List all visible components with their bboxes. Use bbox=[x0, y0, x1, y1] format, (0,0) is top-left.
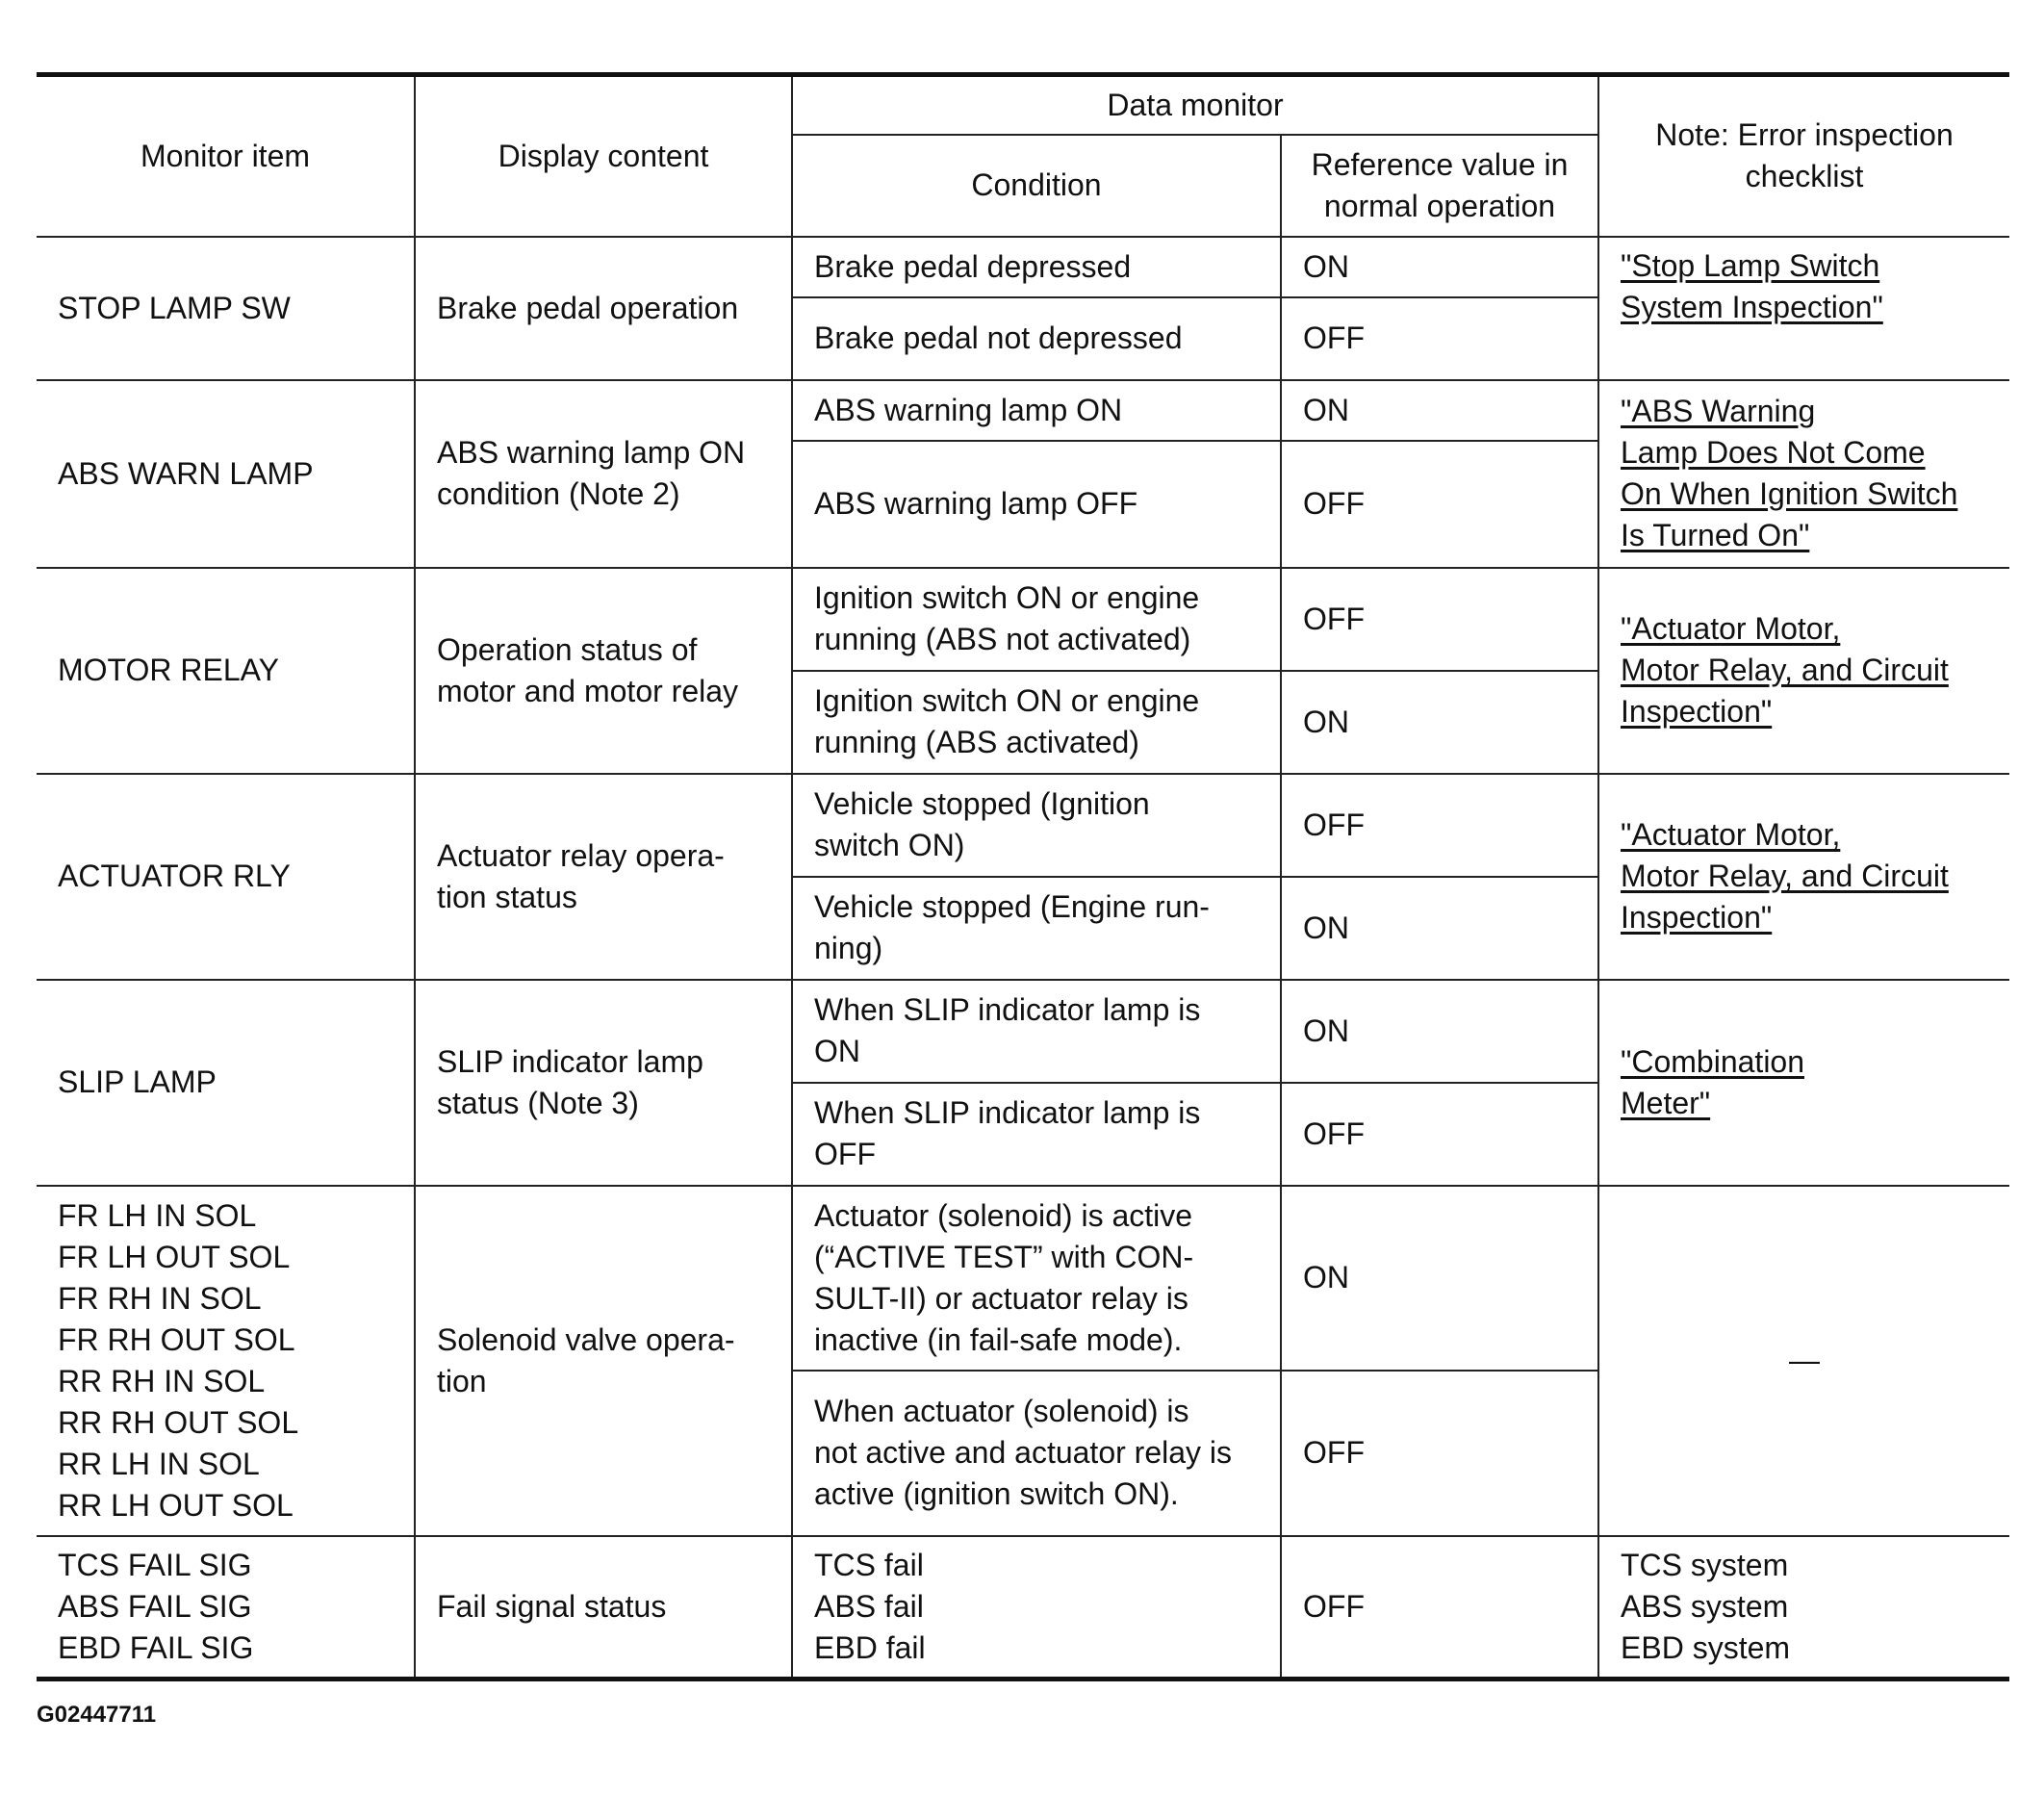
row-slip-lamp-condition-2: When SLIP indicator lamp is OFF bbox=[792, 1083, 1281, 1186]
row-abs-warn-condition-1: ABS warning lamp ON bbox=[792, 380, 1281, 441]
header-monitor-item: Monitor item bbox=[37, 75, 415, 237]
row-stop-lamp-value-2: OFF bbox=[1281, 297, 1598, 380]
row-actuator-rly-display: Actuator relay opera- tion status bbox=[415, 774, 792, 980]
row-fail-sig-value: OFF bbox=[1281, 1536, 1598, 1680]
row-motor-relay-condition-1: Ignition switch ON or engine running (ABS not activated) bbox=[792, 568, 1281, 671]
row-stop-lamp-condition-2: Brake pedal not depressed bbox=[792, 297, 1281, 380]
header-display-content: Display content bbox=[415, 75, 792, 237]
row-abs-warn-value-2: OFF bbox=[1281, 441, 1598, 568]
row-solenoid-item: FR LH IN SOL FR LH OUT SOL FR RH IN SOL FR RH OUT SOL RR RH IN SOL RR RH OUT SOL RR LH IN SOL RR LH OUT SOL bbox=[37, 1186, 415, 1536]
row-fail-sig-display: Fail signal status bbox=[415, 1536, 792, 1680]
header-reference-value: Reference value in normal operation bbox=[1281, 135, 1598, 237]
row-abs-warn-value-1: ON bbox=[1281, 380, 1598, 441]
row-actuator-rly-condition-2: Vehicle stopped (Engine run- ning) bbox=[792, 877, 1281, 980]
actuator-motor-inspection-link-2[interactable]: "Actuator Motor, Motor Relay, and Circuit Inspection" bbox=[1621, 817, 1949, 935]
row-slip-lamp-value-1: ON bbox=[1281, 980, 1598, 1083]
actuator-motor-inspection-link[interactable]: "Actuator Motor, Motor Relay, and Circuit Inspection" bbox=[1621, 611, 1949, 729]
row-slip-lamp-note-cell bbox=[1598, 980, 2009, 1186]
row-solenoid-value-1: ON bbox=[1281, 1186, 1598, 1371]
row-actuator-rly-note-cell bbox=[1598, 774, 2009, 980]
row-stop-lamp-value-1: ON bbox=[1281, 237, 1598, 297]
row-actuator-rly-condition-1: Vehicle stopped (Ignition switch ON) bbox=[792, 774, 1281, 877]
row-slip-lamp-value-2: OFF bbox=[1281, 1083, 1598, 1186]
row-solenoid-display: Solenoid valve opera- tion bbox=[415, 1186, 792, 1536]
row-motor-relay-display: Operation status of motor and motor relay bbox=[415, 568, 792, 774]
row-stop-lamp-note-cell bbox=[1598, 237, 2009, 380]
header-condition: Condition bbox=[792, 135, 1281, 237]
row-abs-warn-display: ABS warning lamp ON condition (Note 2) bbox=[415, 380, 792, 568]
abs-warning-lamp-inspection-link[interactable]: "ABS Warning Lamp Does Not Come On When Ignition Switch Is Turned On" bbox=[1621, 394, 1958, 552]
row-stop-lamp-condition-1: Brake pedal depressed bbox=[792, 237, 1281, 297]
row-solenoid-condition-1: Actuator (solenoid) is active (“ACTIVE TEST” with CON- SULT-II) or actuator relay is inactive (in fail-safe mode). bbox=[792, 1186, 1281, 1371]
row-slip-lamp-condition-1: When SLIP indicator lamp is ON bbox=[792, 980, 1281, 1083]
row-abs-warn-condition-2: ABS warning lamp OFF bbox=[792, 441, 1281, 568]
row-actuator-rly-value-1: OFF bbox=[1281, 774, 1598, 877]
row-fail-sig-note: TCS system ABS system EBD system bbox=[1598, 1536, 2009, 1680]
data-monitor-table bbox=[37, 72, 2009, 1681]
row-solenoid-condition-2: When actuator (solenoid) is not active and actuator relay is active (ignition switch ON). bbox=[792, 1371, 1281, 1536]
row-motor-relay-item: MOTOR RELAY bbox=[37, 568, 415, 774]
row-slip-lamp-item: SLIP LAMP bbox=[37, 980, 415, 1186]
row-stop-lamp-display: Brake pedal operation bbox=[415, 237, 792, 380]
row-solenoid-note: — bbox=[1598, 1186, 2009, 1536]
row-motor-relay-value-2: ON bbox=[1281, 671, 1598, 774]
header-data-monitor: Data monitor bbox=[792, 75, 1598, 135]
row-actuator-rly-item: ACTUATOR RLY bbox=[37, 774, 415, 980]
row-motor-relay-note-cell bbox=[1598, 568, 2009, 774]
row-abs-warn-item: ABS WARN LAMP bbox=[37, 380, 415, 568]
row-motor-relay-condition-2: Ignition switch ON or engine running (ABS activated) bbox=[792, 671, 1281, 774]
stop-lamp-switch-inspection-link[interactable]: "Stop Lamp Switch System Inspection" bbox=[1621, 247, 1883, 324]
row-actuator-rly-value-2: ON bbox=[1281, 877, 1598, 980]
row-fail-sig-condition: TCS fail ABS fail EBD fail bbox=[792, 1536, 1281, 1680]
row-motor-relay-value-1: OFF bbox=[1281, 568, 1598, 671]
row-solenoid-value-2: OFF bbox=[1281, 1371, 1598, 1536]
row-slip-lamp-display: SLIP indicator lamp status (Note 3) bbox=[415, 980, 792, 1186]
row-stop-lamp-item: STOP LAMP SW bbox=[37, 237, 415, 380]
row-abs-warn-note-cell bbox=[1598, 380, 2009, 568]
figure-id: G02447711 bbox=[37, 1702, 157, 1728]
combination-meter-link[interactable]: "Combination Meter" bbox=[1621, 1043, 1805, 1120]
header-note: Note: Error inspection checklist bbox=[1598, 75, 2009, 237]
row-fail-sig-item: TCS FAIL SIG ABS FAIL SIG EBD FAIL SIG bbox=[37, 1536, 415, 1680]
